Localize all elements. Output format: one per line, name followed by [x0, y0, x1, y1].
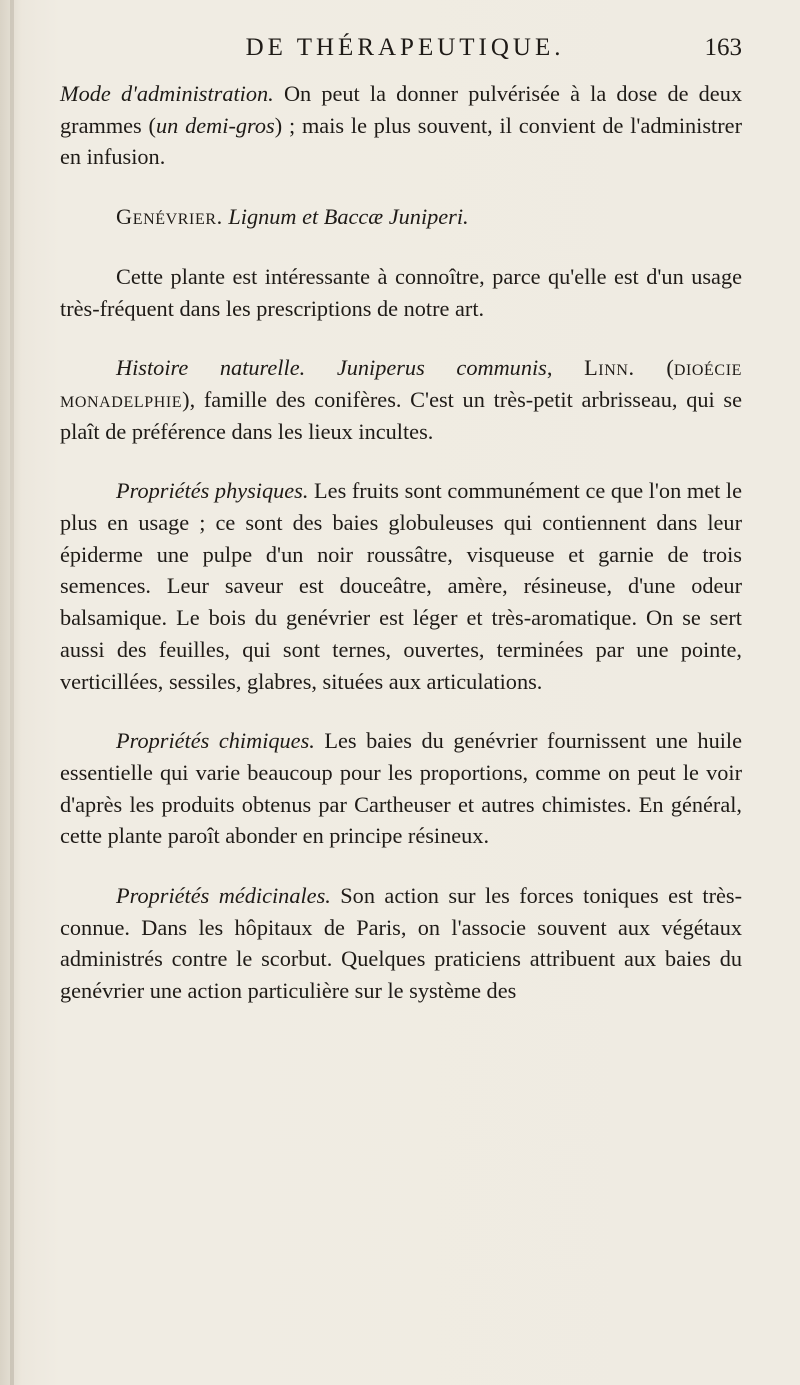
entry-title-genevrier: [60, 201, 742, 233]
paragraph-text: Son action sur les forces toniques est très-connue. Dans les hôpitaux de Paris, on l'associe souvent aux végétaux administrés contre le scorbut. Quelques praticiens attribuent aux baies du genévrier une action particulière sur le système des: [60, 883, 743, 1004]
paragraph-proprietes-chimiques: [60, 725, 742, 852]
page-number: 163: [704, 34, 742, 61]
paragraph-mode-administration: [60, 78, 742, 173]
body-text: [60, 78, 742, 1035]
running-title: DE THÉRAPEUTIQUE.: [245, 34, 565, 61]
entry-latin-name: Lignum et Baccæ Juniperi.: [222, 204, 469, 230]
binding-gutter: [10, 0, 14, 1385]
paragraph-heading: Propriétés chimiques.: [116, 728, 315, 754]
paragraph-heading: Mode d'administration.: [60, 81, 274, 106]
classification: dioécie monadelphie: [60, 355, 742, 412]
paragraph-heading: Propriétés physiques.: [116, 478, 309, 504]
author-abbrev: Linn.: [584, 355, 635, 381]
paragraph-italic: Juniperus communis: [305, 355, 547, 381]
paragraph-text: Les baies du genévrier fournissent une huile essentielle qui varie beaucoup pour les proportions, comme on peut le voir d'après les produits obtenus par Cartheuser et autres chimistes. En général, cette plante paroît abonder en principe résineux.: [60, 728, 743, 849]
paragraph-proprietes-physiques: [60, 475, 742, 697]
paragraph-heading: Histoire naturelle.: [116, 355, 306, 381]
paragraph-proprietes-medicinales: [60, 880, 742, 1007]
paragraph-italic: un demi-gros: [155, 112, 275, 138]
running-header: [60, 14, 742, 62]
paragraph-text: Cette plante est intéressante à connoître, parce qu'elle est d'un usage très-fréquent dans les prescriptions de notre art.: [60, 263, 742, 321]
paragraph-tail: ), famille des conifères. C'est un très-petit arbrisseau, qui se plaît de préférence dans les lieux incultes.: [60, 386, 742, 444]
paragraph-heading: Propriétés médicinales.: [116, 883, 331, 909]
paragraph-text: Les fruits sont communément ce que l'on met le plus en usage ; ce sont des baies globuleuses qui contiennent dans leur épiderme une pulpe d'un noir roussâtre, visqueuse et garnie de trois semences. Leur saveur est douceâtre, amère, résineuse, d'une odeur balsamique. Le bois du genévrier est léger et très-aromatique. On se sert aussi des feuilles, qui sont ternes, ouvertes, terminées par une pointe, verticillées, sessiles, glabres, situées aux articulations.: [60, 478, 742, 694]
paragraph-tail: ) ; mais le plus souvent, il convient de l'administrer en infusion.: [60, 112, 742, 170]
paragraph-intro: [60, 261, 742, 324]
paragraph-histoire-naturelle: Histoire naturelle. Juniperus communis, Linn. (dioécie monadelphie), famille des conifères. C'est un très-petit arbrisseau, qui se plaît de préférence dans les lieux incultes.: [60, 355, 742, 444]
entry-name: Genévrier.: [116, 204, 223, 230]
paragraph-text: On peut la donner pulvérisée à la dose de deux grammes (: [60, 81, 743, 138]
